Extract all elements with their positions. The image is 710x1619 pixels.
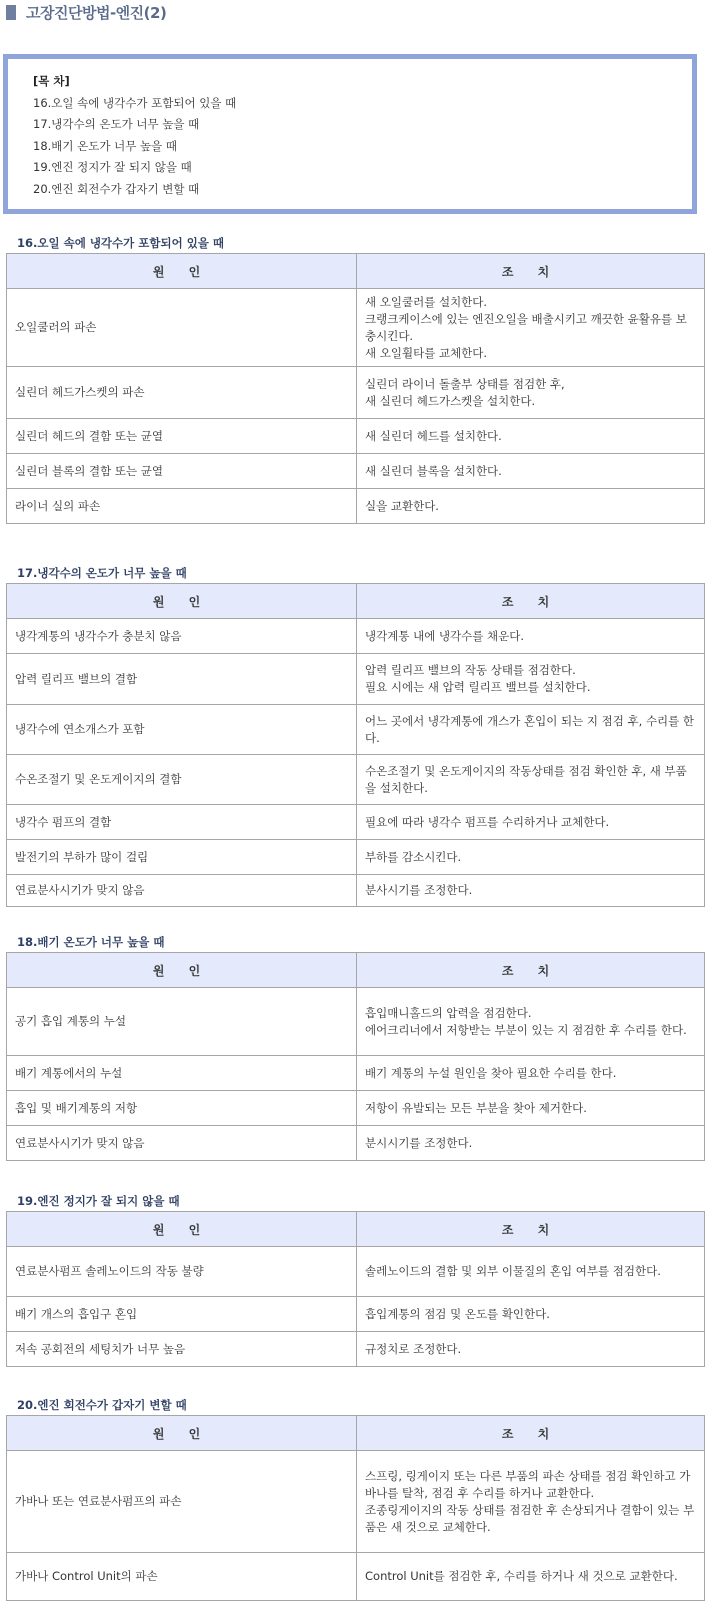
cause-cell: 냉각계통의 냉각수가 충분치 않음: [7, 619, 357, 654]
table-row: [7, 875, 705, 907]
action-cell: 분시시기를 조정한다.: [357, 1126, 705, 1161]
cause-header: 원 인: [7, 1416, 357, 1451]
table-row: [7, 1056, 705, 1091]
table-of-contents: [3, 54, 697, 214]
action-cell: 새 오일쿨러를 설치한다. 크랭크케이스에 있는 엔진오일을 배출시키고 깨끗한 윤활유를 보충시킨다. 새 오일휠타를 교체한다.: [357, 289, 705, 367]
section-16: [6, 233, 704, 524]
diagnosis-table: [6, 1415, 705, 1601]
table-row: [7, 1332, 705, 1367]
diagnosis-table: [6, 952, 705, 1161]
toc-item: 20.엔진 회전수가 갑자기 변할 때: [33, 181, 200, 196]
table-row: [7, 1126, 705, 1161]
section-title: 18.배기 온도가 너무 높을 때: [17, 935, 165, 949]
table-row: [7, 419, 705, 454]
table-row: [7, 755, 705, 805]
cause-cell: 냉각수에 연소개스가 포함: [7, 705, 357, 755]
table-row: [7, 1553, 705, 1601]
action-cell: 배기 계통의 누설 원인을 찾아 필요한 수리를 한다.: [357, 1056, 705, 1091]
action-cell: 필요에 따라 냉각수 펌프를 수리하거나 교체한다.: [357, 805, 705, 840]
cause-cell: 배기 계통에서의 누설: [7, 1056, 357, 1091]
action-cell: Control Unit를 점검한 후, 수리를 하거나 새 것으로 교환한다.: [357, 1553, 705, 1601]
action-cell: 새 실린더 블록을 설치한다.: [357, 454, 705, 489]
table-row: [7, 1297, 705, 1332]
table-header-row: [7, 584, 705, 619]
section-title: 16.오일 속에 냉각수가 포함되어 있을 때: [17, 236, 225, 250]
table-row: [7, 805, 705, 840]
cause-cell: 실린더 헤드의 결함 또는 균열: [7, 419, 357, 454]
cause-cell: 연료분사펌프 솔레노이드의 작동 불량: [7, 1247, 357, 1297]
toc-item: 17.냉각수의 온도가 너무 높을 때: [33, 117, 200, 131]
table-header-row: [7, 953, 705, 988]
action-header: 조 치: [357, 584, 705, 619]
action-cell: 솔레노이드의 결함 및 외부 이물질의 혼입 여부를 점검한다.: [357, 1247, 705, 1297]
cause-cell: 공기 흡입 계통의 누설: [7, 988, 357, 1056]
cause-cell: 실린더 블록의 결함 또는 균열: [7, 454, 357, 489]
action-header: 조 치: [357, 1212, 705, 1247]
action-cell: 규정치로 조정한다.: [357, 1332, 705, 1367]
action-header: 조 치: [357, 953, 705, 988]
table-header-row: [7, 1416, 705, 1451]
table-row: [7, 1247, 705, 1297]
action-cell: 냉각계통 내에 냉각수를 채운다.: [357, 619, 705, 654]
table-row: [7, 1451, 705, 1553]
toc-item: 19.엔진 정지가 잘 되지 않을 때: [33, 160, 192, 174]
section-title: 20.엔진 회전수가 갑자기 변할 때: [17, 1398, 187, 1412]
cause-cell: 가바나 또는 연료분사펌프의 파손: [7, 1451, 357, 1553]
action-cell: 실린더 라이너 돌출부 상태를 점검한 후, 새 실린더 헤드가스켓을 설치한다.: [357, 367, 705, 419]
cause-cell: 냉각수 펌프의 결함: [7, 805, 357, 840]
action-header: 조 치: [357, 254, 705, 289]
table-row: [7, 489, 705, 524]
cause-cell: 연료분사시기가 맞지 않음: [7, 1126, 357, 1161]
page-title: 고장진단방법-엔진(2): [26, 3, 167, 22]
action-cell: 분사시기를 조정한다.: [357, 875, 705, 907]
diagnosis-table: [6, 1211, 705, 1367]
action-cell: 흡입매니홀드의 압력을 점검한다. 에어크리너에서 저항받는 부분이 있는 지 점검한 후 수리를 한다.: [357, 988, 705, 1056]
cause-cell: 발전기의 부하가 많이 걸림: [7, 840, 357, 875]
action-cell: 수온조절기 및 온도게이지의 작동상태를 점검 확인한 후, 새 부품을 설치한다.: [357, 755, 705, 805]
action-cell: 새 실린더 헤드를 설치한다.: [357, 419, 705, 454]
section-title: 19.엔진 정지가 잘 되지 않을 때: [17, 1194, 180, 1208]
diagnosis-table: [6, 583, 705, 907]
cause-header: 원 인: [7, 584, 357, 619]
table-row: [7, 619, 705, 654]
cause-cell: 실린더 헤드가스켓의 파손: [7, 367, 357, 419]
section-19: [6, 1191, 704, 1367]
table-row: [7, 705, 705, 755]
section-17: [6, 563, 704, 907]
cause-cell: 배기 개스의 흡입구 혼입: [7, 1297, 357, 1332]
table-row: [7, 988, 705, 1056]
cause-cell: 라이너 실의 파손: [7, 489, 357, 524]
section-title: 17.냉각수의 온도가 너무 높을 때: [17, 566, 187, 580]
toc-heading: [목 차]: [33, 74, 70, 88]
cause-cell: 저속 공회전의 세팅치가 너무 높음: [7, 1332, 357, 1367]
section-18: [6, 932, 704, 1161]
table-row: [7, 1091, 705, 1126]
diagnosis-table: [6, 253, 705, 524]
action-cell: 압력 릴리프 밸브의 작동 상태를 점검한다. 필요 시에는 새 압력 릴리프 밸브를 설치한다.: [357, 654, 705, 705]
action-cell: 저항이 유발되는 모든 부분을 찾아 제거한다.: [357, 1091, 705, 1126]
action-header: 조 치: [357, 1416, 705, 1451]
table-row: [7, 367, 705, 419]
table-row: [7, 289, 705, 367]
cause-cell: 가바나 Control Unit의 파손: [7, 1553, 357, 1601]
cause-cell: 수온조절기 및 온도게이지의 결함: [7, 755, 357, 805]
table-header-row: [7, 1212, 705, 1247]
toc-item: 16.오일 속에 냉각수가 포함되어 있을 때: [33, 95, 237, 110]
cause-header: 원 인: [7, 1212, 357, 1247]
cause-cell: 오일쿨러의 파손: [7, 289, 357, 367]
page-header: [6, 2, 166, 22]
action-cell: 실을 교환한다.: [357, 489, 705, 524]
table-row: [7, 654, 705, 705]
cause-header: 원 인: [7, 254, 357, 289]
action-cell: 스프링, 링게이지 또는 다른 부품의 파손 상태를 점검 확인하고 가바나를 탈착, 점검 후 수리를 하거나 교환한다. 조종링게이지의 작동 상태를 점검한 후 손상되거나 결함이 있는 부품은 새 것으로 교체한다.: [357, 1451, 705, 1553]
action-cell: 부하를 감소시킨다.: [357, 840, 705, 875]
cause-cell: 흡입 및 배기계통의 저항: [7, 1091, 357, 1126]
action-cell: 어느 곳에서 냉각계통에 개스가 혼입이 되는 지 점검 후, 수리를 한다.: [357, 705, 705, 755]
table-row: [7, 454, 705, 489]
section-20: [6, 1395, 704, 1601]
table-header-row: [7, 254, 705, 289]
action-cell: 흡입계통의 점검 및 온도를 확인한다.: [357, 1297, 705, 1332]
title-bullet-icon: [6, 5, 16, 20]
cause-cell: 연료분사시기가 맞지 않음: [7, 875, 357, 907]
cause-header: 원 인: [7, 953, 357, 988]
table-row: [7, 840, 705, 875]
toc-item: 18.배기 온도가 너무 높을 때: [33, 138, 177, 153]
cause-cell: 압력 릴리프 밸브의 결함: [7, 654, 357, 705]
